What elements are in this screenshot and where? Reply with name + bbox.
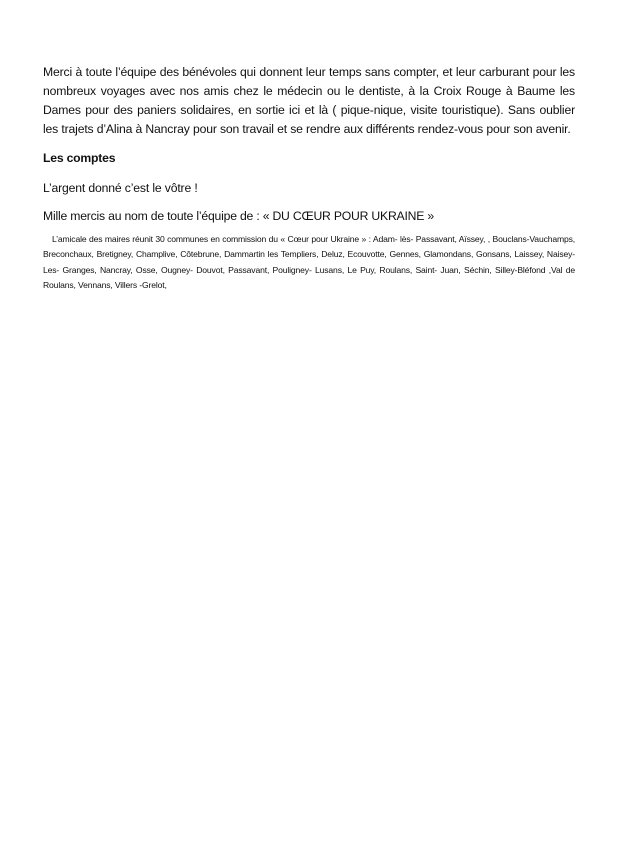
thanks-paragraph: Merci à toute l’équipe des bénévoles qui donnent leur temps sans compter, et leur carburant pour les nombreux voyages avec nos amis chez le médecin ou le dentiste, à la Croix Rouge à Baume les Dames pour des paniers solidaires, en sortie ici et là ( pique-nique, visite touristique). Sans oublier les trajets d’Alina à Nancray pour son travail et se rendre aux différents rendez-vous pour son avenir. bbox=[43, 65, 575, 136]
amicale-paragraph: L’amicale des maires réunit 30 communes en commission du « Cœur pour Ukraine » : Adam- lès- Passavant, Aïssey, , Bouclans-Vauchamps, Breconchaux, Bretigney, Champlive, Côtebrune, Dammartin les Templiers, Deluz, Ecouvotte, Gennes, Glamondans, Gonsans, Laissey, Naisey- Les- Granges, Nancray, Osse, Ougney- Douvot, Passavant, Pouligney- Lusans, Le Puy, Roulans, Saint- Juan, Séchin, Silley-Bléfond ,Val de Roulans, Vennans, Villers -Grelot, bbox=[43, 234, 575, 290]
document-body bbox=[43, 63, 575, 293]
money-paragraph: L’argent donné c’est le vôtre ! bbox=[43, 181, 198, 195]
mercis-paragraph: Mille mercis au nom de toute l’équipe de : « DU CŒUR POUR UKRAINE » bbox=[43, 209, 434, 223]
section-title-accounts: Les comptes bbox=[43, 151, 116, 165]
